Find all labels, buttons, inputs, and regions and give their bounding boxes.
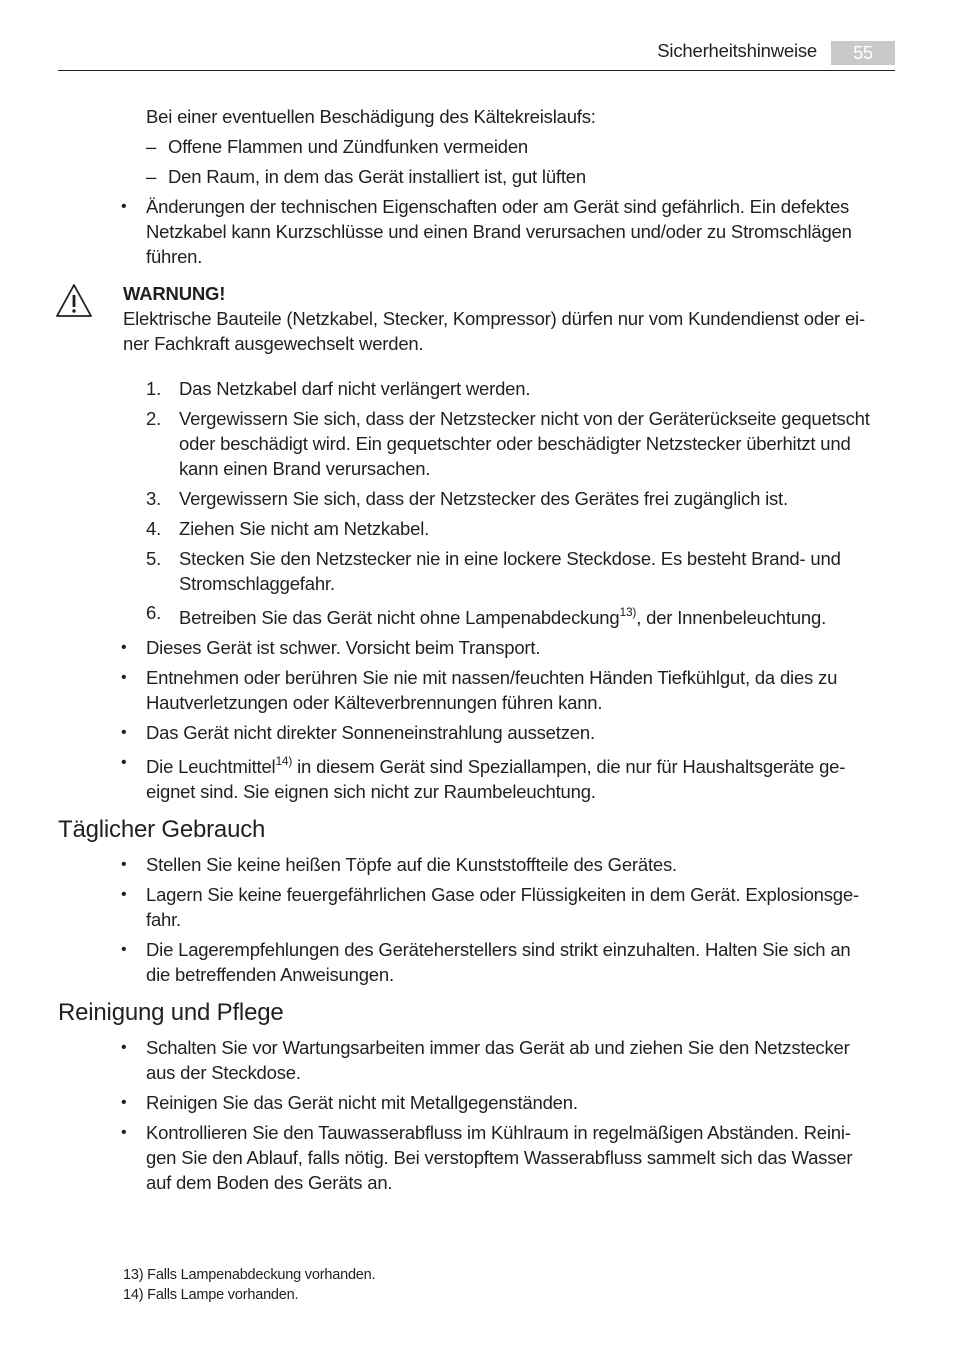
dash-marker: – <box>146 136 157 157</box>
bullet-text: Die Leuchtmittel <box>146 756 276 777</box>
footnote-ref: 14) <box>275 754 293 768</box>
numbered-item-line <box>179 605 826 633</box>
bullet-line: gen Sie den Ablauf, falls nötig. Bei verstopftem Wasserabfluss sammelt sich das Wasser <box>146 1147 853 1168</box>
header-divider <box>58 70 895 71</box>
bullet-line: Netzkabel kann Kurzschlüsse und einen Brand verursachen und/oder zu Stromschlägen <box>146 221 852 242</box>
bullet-marker: • <box>121 1039 127 1056</box>
bullet-line: Lagern Sie keine feuergefährlichen Gase oder Flüssigkeiten in dem Gerät. Explosionsge- <box>146 884 859 905</box>
warning-triangle-icon <box>55 283 93 319</box>
bullet-line: Die Lagerempfehlungen des Geräteherstellers sind strikt einzuhalten. Halten Sie sich an <box>146 939 851 960</box>
bullet-marker: • <box>121 856 127 873</box>
footnote: 13) Falls Lampenabdeckung vorhanden. <box>123 1267 376 1283</box>
bullet-line: fahr. <box>146 909 181 930</box>
bullet-marker: • <box>121 941 127 958</box>
bullet-marker: • <box>121 1124 127 1141</box>
bullet-text: in diesem Gerät sind Speziallampen, die nur für Haushaltsgeräte ge- <box>292 756 846 777</box>
numbered-item-line: Vergewissern Sie sich, dass der Netzstecker des Gerätes frei zugänglich ist. <box>179 488 788 509</box>
numbered-item-line: Ziehen Sie nicht am Netzkabel. <box>179 518 430 539</box>
warning-text-line: ner Fachkraft ausgewechselt werden. <box>123 333 424 354</box>
list-number: 3. <box>146 488 162 509</box>
numbered-item-line: Stromschlaggefahr. <box>179 573 335 594</box>
list-number: 5. <box>146 548 162 569</box>
bullet-marker: • <box>121 724 127 741</box>
bullet-line: Stellen Sie keine heißen Töpfe auf die Kunststoffteile des Gerätes. <box>146 854 677 875</box>
section-heading-daily-use: Täglicher Gebrauch <box>58 816 266 843</box>
warning-title: WARNUNG! <box>123 283 226 304</box>
numbered-item-line: oder beschädigt wird. Ein gequetschter oder beschädigter Netzstecker überhitzt und <box>179 433 851 454</box>
page-number: 55 <box>831 41 895 65</box>
bullet-line: auf dem Boden des Geräts an. <box>146 1172 393 1193</box>
numbered-item-line: Das Netzkabel darf nicht verlängert werden. <box>179 378 531 399</box>
list-number: 2. <box>146 408 162 429</box>
bullet-line <box>146 754 845 782</box>
footnote: 14) Falls Lampe vorhanden. <box>123 1287 299 1303</box>
footnote-ref: 13) <box>619 605 637 619</box>
bullet-marker: • <box>121 1094 127 1111</box>
bullet-line: Kontrollieren Sie den Tauwasserabfluss im Kühlraum in regelmäßigen Abständen. Reini- <box>146 1122 851 1143</box>
bullet-marker: • <box>121 669 127 686</box>
numbered-item-text: Betreiben Sie das Gerät nicht ohne Lampenabdeckung <box>179 607 620 628</box>
bullet-line: Änderungen der technischen Eigenschaften oder am Gerät sind gefährlich. Ein defektes <box>146 196 850 217</box>
bullet-line: Dieses Gerät ist schwer. Vorsicht beim Transport. <box>146 637 541 658</box>
intro-dash-item: Den Raum, in dem das Gerät installiert ist, gut lüften <box>168 166 586 187</box>
bullet-line: eignet sind. Sie eignen sich nicht zur Raumbeleuchtung. <box>146 781 596 802</box>
bullet-line: Das Gerät nicht direkter Sonneneinstrahlung aussetzen. <box>146 722 595 743</box>
bullet-line: Hautverletzungen oder Kälteverbrennungen führen kann. <box>146 692 603 713</box>
numbered-item-line: Vergewissern Sie sich, dass der Netzstecker nicht von der Geräterückseite gequetscht <box>179 408 870 429</box>
running-header-title: Sicherheitshinweise <box>657 40 817 61</box>
bullet-line: aus der Steckdose. <box>146 1062 301 1083</box>
list-number: 4. <box>146 518 162 539</box>
bullet-marker: • <box>121 754 127 771</box>
bullet-line: Schalten Sie vor Wartungsarbeiten immer das Gerät ab und ziehen Sie den Netzstecker <box>146 1037 850 1058</box>
bullet-line: führen. <box>146 246 203 267</box>
numbered-item-text: , der Innenbeleuchtung. <box>636 607 827 628</box>
section-heading-cleaning-care: Reinigung und Pflege <box>58 999 284 1026</box>
numbered-item-line: Stecken Sie den Netzstecker nie in eine lockere Steckdose. Es besteht Brand- und <box>179 548 841 569</box>
numbered-item-line: kann einen Brand verursachen. <box>179 458 431 479</box>
bullet-line: Entnehmen oder berühren Sie nie mit nassen/feuchten Händen Tiefkühlgut, da dies zu <box>146 667 838 688</box>
bullet-marker: • <box>121 886 127 903</box>
bullet-marker: • <box>121 639 127 656</box>
intro-text: Bei einer eventuellen Beschädigung des Kältekreislaufs: <box>146 106 596 127</box>
list-number: 1. <box>146 378 162 399</box>
bullet-line: Reinigen Sie das Gerät nicht mit Metallgegenständen. <box>146 1092 578 1113</box>
intro-dash-item: Offene Flammen und Zündfunken vermeiden <box>168 136 529 157</box>
bullet-line: die betreffenden Anweisungen. <box>146 964 394 985</box>
dash-marker: – <box>146 166 157 187</box>
list-number: 6. <box>146 602 162 623</box>
warning-text-line: Elektrische Bauteile (Netzkabel, Stecker, Kompressor) dürfen nur vom Kundendienst oder ei- <box>123 308 865 329</box>
bullet-marker: • <box>121 198 127 215</box>
